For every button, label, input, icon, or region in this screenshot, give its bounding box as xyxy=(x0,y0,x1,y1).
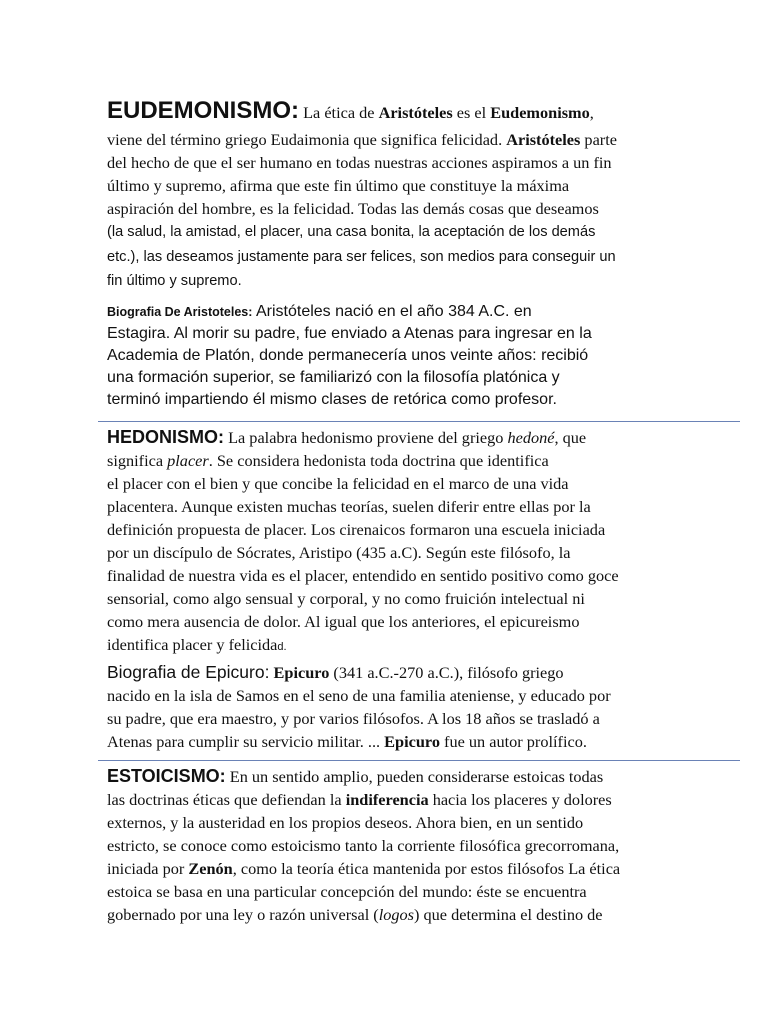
text-run: logos xyxy=(378,905,415,924)
text-run: fue un autor prolífico. xyxy=(439,732,587,751)
text-line xyxy=(107,323,667,345)
text-run: , como la teoría ética mantenida por estos filósofos La ética xyxy=(232,859,621,878)
text-line xyxy=(107,301,667,323)
text-run: parte xyxy=(580,130,617,149)
text-run: Aristóteles nació en el año 384 A.C. en xyxy=(252,303,532,320)
text-line xyxy=(107,788,667,811)
text-run: una formación superior, se familiarizó con la filosofía platónica y xyxy=(107,369,560,386)
bio-aristoteles-heading: Biografia De Aristoteles: xyxy=(107,305,253,319)
text-run: su padre, que era maestro, y por varios filósofos. A los 18 años se trasladó a xyxy=(107,709,600,728)
text-run: definición propuesta de placer. Los cirenaicos formaron una escuela iniciada xyxy=(107,520,606,539)
text-line xyxy=(107,541,667,564)
text-run: las doctrinas éticas que defiendan la xyxy=(107,790,346,809)
text-line xyxy=(107,128,667,151)
text-run: el placer con el bien y que concibe la felicidad en el marco de una vida xyxy=(107,474,569,493)
text-line xyxy=(107,587,667,610)
text-run: placentera. Aunque existen muchas teorías, suelen diferir entre ellas por la xyxy=(107,497,591,516)
section-divider xyxy=(98,421,740,422)
text-line xyxy=(107,426,667,449)
text-run: , que xyxy=(554,428,587,447)
bio-aristoteles-paragraph xyxy=(107,301,667,411)
text-run: , xyxy=(589,103,594,122)
text-run: es el xyxy=(452,103,491,122)
text-run: etc.), las deseamos justamente para ser felices, son medios para conseguir un xyxy=(107,248,616,265)
text-line xyxy=(107,345,667,367)
bio-epicuro-paragraph xyxy=(107,661,667,753)
section-divider xyxy=(98,760,740,761)
text-line xyxy=(107,811,667,834)
text-line xyxy=(107,857,667,880)
text-run: (341 a.C.-270 a.C.), filósofo griego xyxy=(329,663,564,682)
text-run: estricto, se conoce como estoicismo tanto la corriente filosófica grecorromana, xyxy=(107,836,620,855)
hedonismo-heading: HEDONISMO: xyxy=(107,427,224,447)
eudemonismo-paragraph xyxy=(107,96,667,294)
text-run: Aristóteles xyxy=(378,103,453,122)
text-run: . Se considera hedonista toda doctrina que identifica xyxy=(208,451,549,470)
bio-epicuro-heading: Biografia de Epicuro: xyxy=(107,662,270,682)
text-line xyxy=(107,174,667,197)
text-run: hedoné xyxy=(507,428,555,447)
text-run: identifica placer y felicida xyxy=(107,635,278,654)
text-line xyxy=(107,269,667,294)
text-run: Zenón xyxy=(188,859,233,878)
text-run: hacia los placeres y dolores xyxy=(428,790,612,809)
text-run: gobernado por una ley o razón universal ( xyxy=(107,905,379,924)
text-run: Eudemonismo xyxy=(490,103,590,122)
text-line xyxy=(107,367,667,389)
estoicismo-heading: ESTOICISMO: xyxy=(107,766,226,786)
text-line xyxy=(107,834,667,857)
text-run: estoica se basa en una particular concepción del mundo: éste se encuentra xyxy=(107,882,587,901)
text-run: por un discípulo de Sócrates, Aristipo (435 a.C). Según este filósofo, la xyxy=(107,543,571,562)
text-run: Epicuro xyxy=(273,663,330,682)
text-line xyxy=(107,707,667,730)
text-line xyxy=(107,220,667,245)
text-line xyxy=(107,495,667,518)
text-run: placer xyxy=(167,451,209,470)
text-line xyxy=(107,564,667,587)
text-run: nacido en la isla de Samos en el seno de una familia ateniense, y educado por xyxy=(107,686,611,705)
text-run: como mera ausencia de dolor. Al igual que los anteriores, el epicureismo xyxy=(107,612,580,631)
text-line xyxy=(107,151,667,174)
text-run: finalidad de nuestra vida es el placer, entendido en sentido positivo como goce xyxy=(107,566,619,585)
text-run: Estagira. Al morir su padre, fue enviado a Atenas para ingresar en la xyxy=(107,325,592,342)
text-run: externos, y la austeridad en los propios deseos. Ahora bien, en un sentido xyxy=(107,813,584,832)
text-line xyxy=(107,903,667,926)
text-line xyxy=(107,96,667,128)
text-line xyxy=(107,730,667,753)
text-run: iniciada por xyxy=(107,859,189,878)
text-run: indiferencia xyxy=(345,790,429,809)
text-run: En un sentido amplio, pueden considerarse estoicas todas xyxy=(225,767,604,786)
text-line xyxy=(107,880,667,903)
text-line xyxy=(107,518,667,541)
text-run: fin último y supremo. xyxy=(107,273,242,289)
text-line xyxy=(107,610,667,633)
text-run: La palabra hedonismo proviene del griego xyxy=(224,428,508,447)
text-run: d. xyxy=(277,641,287,653)
text-line xyxy=(107,765,667,788)
text-run: terminó impartiendo él mismo clases de retórica como profesor. xyxy=(107,391,557,408)
text-run: Epicuro xyxy=(384,732,440,751)
estoicismo-paragraph xyxy=(107,765,667,926)
text-line xyxy=(107,389,667,411)
text-line xyxy=(107,245,667,270)
text-run: (la salud, la amistad, el placer, una casa bonita, la aceptación de los demás xyxy=(107,224,596,240)
text-line xyxy=(107,661,667,684)
text-run: último y supremo, afirma que este fin último que constituye la máxima xyxy=(107,176,570,195)
text-line xyxy=(107,684,667,707)
section-eudemonismo xyxy=(107,96,667,294)
text-run: La ética de xyxy=(303,103,379,122)
text-line xyxy=(107,472,667,495)
text-run: viene del término griego Eudaimonia que significa felicidad. xyxy=(107,130,507,149)
eudemonismo-heading: EUDEMONISMO: xyxy=(107,97,299,124)
text-run: ) que determina el destino de xyxy=(414,905,603,924)
section-bio-aristoteles xyxy=(107,301,667,411)
text-run: Aristóteles xyxy=(506,130,581,149)
text-line xyxy=(107,633,667,659)
text-run: del hecho de que el ser humano en todas nuestras acciones aspiramos a un fin xyxy=(107,153,612,172)
text-line xyxy=(107,449,667,472)
hedonismo-paragraph xyxy=(107,426,667,659)
text-run: Atenas para cumplir su servicio militar. ... xyxy=(107,732,385,751)
section-bio-epicuro xyxy=(107,661,667,753)
text-line xyxy=(107,197,667,220)
section-estoicismo xyxy=(107,765,667,926)
text-run: Academia de Platón, donde permanecería unos veinte años: recibió xyxy=(107,347,589,364)
text-run: sensorial, como algo sensual y corporal, y no como fruición intelectual ni xyxy=(107,589,585,608)
text-run: significa xyxy=(107,451,168,470)
text-run: aspiración del hombre, es la felicidad. Todas las demás cosas que deseamos xyxy=(107,199,599,218)
section-hedonismo xyxy=(107,426,667,659)
